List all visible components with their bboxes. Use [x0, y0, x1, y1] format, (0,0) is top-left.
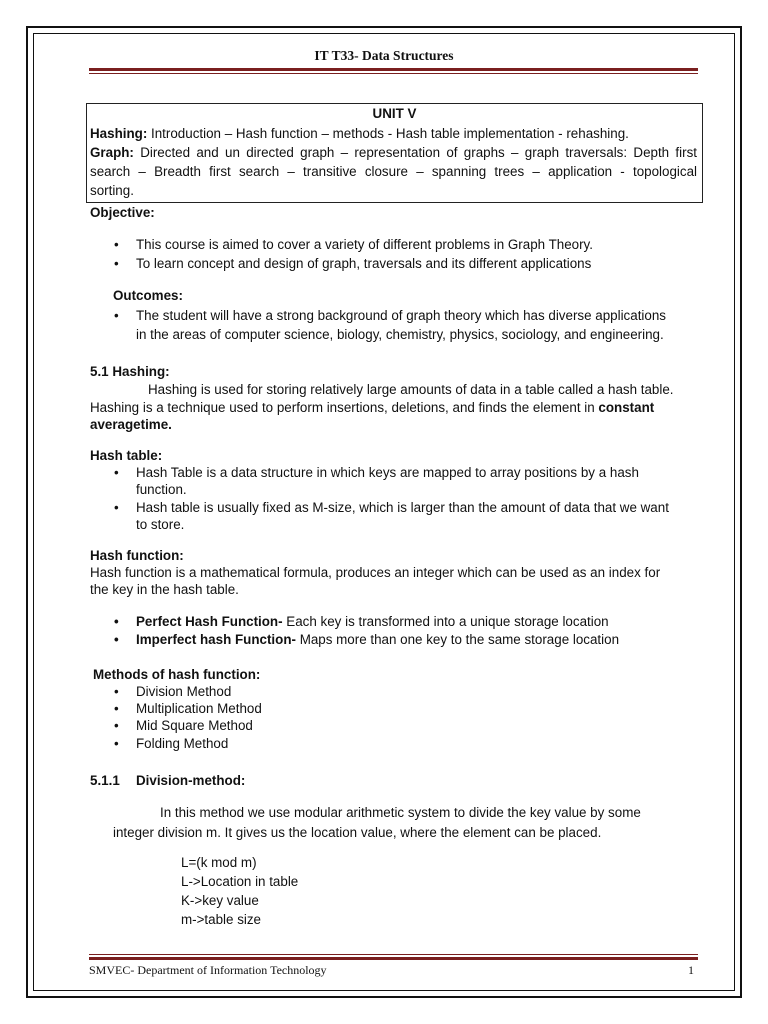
hash-table-item2-line1: Hash table is usually fixed as M-size, which is larger than the amount of data that we want	[136, 500, 669, 515]
hash-table-item1-line1: Hash Table is a data structure in which keys are mapped to array positions by a hash	[136, 465, 639, 480]
footer-department: SMVEC- Department of Information Technology	[89, 963, 327, 977]
division-line2: integer division m. It gives us the location value, where the element can be placed.	[113, 825, 602, 840]
footer-rule-thin	[89, 954, 698, 955]
hash-function-line1: Hash function is a mathematical formula, produces an integer which can be used as an index for	[90, 565, 661, 580]
formula-line: m->table size	[181, 912, 262, 927]
objective-item-text: This course is aimed to cover a variety of different problems in Graph Theory.	[136, 237, 593, 252]
unit-graph-line3: sorting.	[90, 183, 134, 198]
methods-item-text: Mid Square Method	[136, 718, 253, 733]
methods-item: • Multiplication Method	[114, 701, 262, 716]
imperfect-label: Imperfect hash Function-	[136, 632, 296, 647]
unit-hashing-text: Introduction – Hash function – methods - Hash table implementation - rehashing.	[147, 126, 629, 141]
methods-item-text: Division Method	[136, 684, 232, 699]
hash-table-item2-line2: to store.	[136, 517, 185, 532]
methods-item-text: Folding Method	[136, 736, 229, 751]
formula-line: K->key value	[181, 893, 259, 908]
hash-function-imperfect: • Imperfect hash Function- Maps more than one key to the same storage location	[114, 632, 620, 647]
header-rule-thick	[89, 68, 698, 71]
objective-item: • This course is aimed to cover a variety of different problems in Graph Theory.	[114, 237, 593, 252]
imperfect-text: Maps more than one key to the same storage location	[295, 632, 620, 647]
section-hashing-heading: 5.1 Hashing:	[90, 364, 170, 379]
perfect-label: Perfect Hash Function-	[136, 614, 283, 629]
formula-line: L=(k mod m)	[181, 855, 257, 870]
unit-graph-line1	[90, 143, 697, 162]
hash-function-heading: Hash function:	[90, 548, 184, 563]
formula-line: L->Location in table	[181, 874, 299, 889]
outcomes-item: • The student will have a strong background of graph theory which has diverse applications	[114, 308, 666, 323]
division-line1: In this method we use modular arithmetic system to divide the key value by some	[160, 805, 641, 820]
hashing-line3: averagetime.	[90, 417, 172, 432]
hash-function-perfect: • Perfect Hash Function- Each key is transformed into a unique storage location	[114, 614, 609, 629]
unit-graph-line2: search – Breadth first search – transitive closure – spanning trees – application - topological	[90, 164, 697, 179]
hashing-line2	[90, 398, 654, 417]
unit-graph-text1: Directed and un directed graph – representation of graphs – graph traversals: Depth first	[133, 145, 697, 160]
header-rule-thin	[89, 73, 698, 74]
hash-table-item: • Hash Table is a data structure in which keys are mapped to array positions by a hash	[114, 465, 639, 480]
outcomes-line1: The student will have a strong background of graph theory which has diverse applications	[136, 308, 666, 323]
page-header-title: IT T33- Data Structures	[314, 48, 454, 63]
unit-hashing-label: Hashing:	[90, 126, 148, 141]
hash-table-item: • Hash table is usually fixed as M-size, which is larger than the amount of data that we want	[114, 500, 669, 515]
unit-hashing-line	[90, 124, 629, 143]
objective-item: • To learn concept and design of graph, traversals and its different applications	[114, 256, 592, 271]
footer-page-number: 1	[688, 963, 694, 977]
footer-rule-thick	[89, 957, 698, 960]
division-heading-text: Division-method:	[136, 773, 246, 788]
objective-heading: Objective:	[90, 205, 155, 220]
perfect-text: Each key is transformed into a unique storage location	[282, 614, 609, 629]
unit-title: UNIT V	[372, 106, 417, 121]
methods-heading: Methods of hash function:	[93, 667, 261, 682]
methods-item: • Folding Method	[114, 736, 229, 751]
methods-item: • Mid Square Method	[114, 718, 253, 733]
division-heading-num: 5.1.1	[90, 773, 120, 788]
outcomes-line2: in the areas of computer science, biology, chemistry, physics, sociology, and engineering.	[136, 327, 664, 342]
hashing-line2-bold: constant	[598, 400, 655, 415]
outcomes-heading: Outcomes:	[113, 288, 183, 303]
hash-table-item1-line2: function.	[136, 482, 187, 497]
unit-graph-label: Graph:	[90, 145, 134, 160]
hashing-line1: Hashing is used for storing relatively large amounts of data in a table called a hash table.	[148, 382, 674, 397]
objective-item-text: To learn concept and design of graph, traversals and its different applications	[136, 256, 592, 271]
methods-item-text: Multiplication Method	[136, 701, 262, 716]
hashing-line2-text: Hashing is a technique used to perform insertions, deletions, and finds the element in	[90, 400, 599, 415]
hash-function-line2: the key in the hash table.	[90, 582, 239, 597]
methods-item: • Division Method	[114, 684, 232, 699]
hash-table-heading: Hash table:	[90, 448, 163, 463]
